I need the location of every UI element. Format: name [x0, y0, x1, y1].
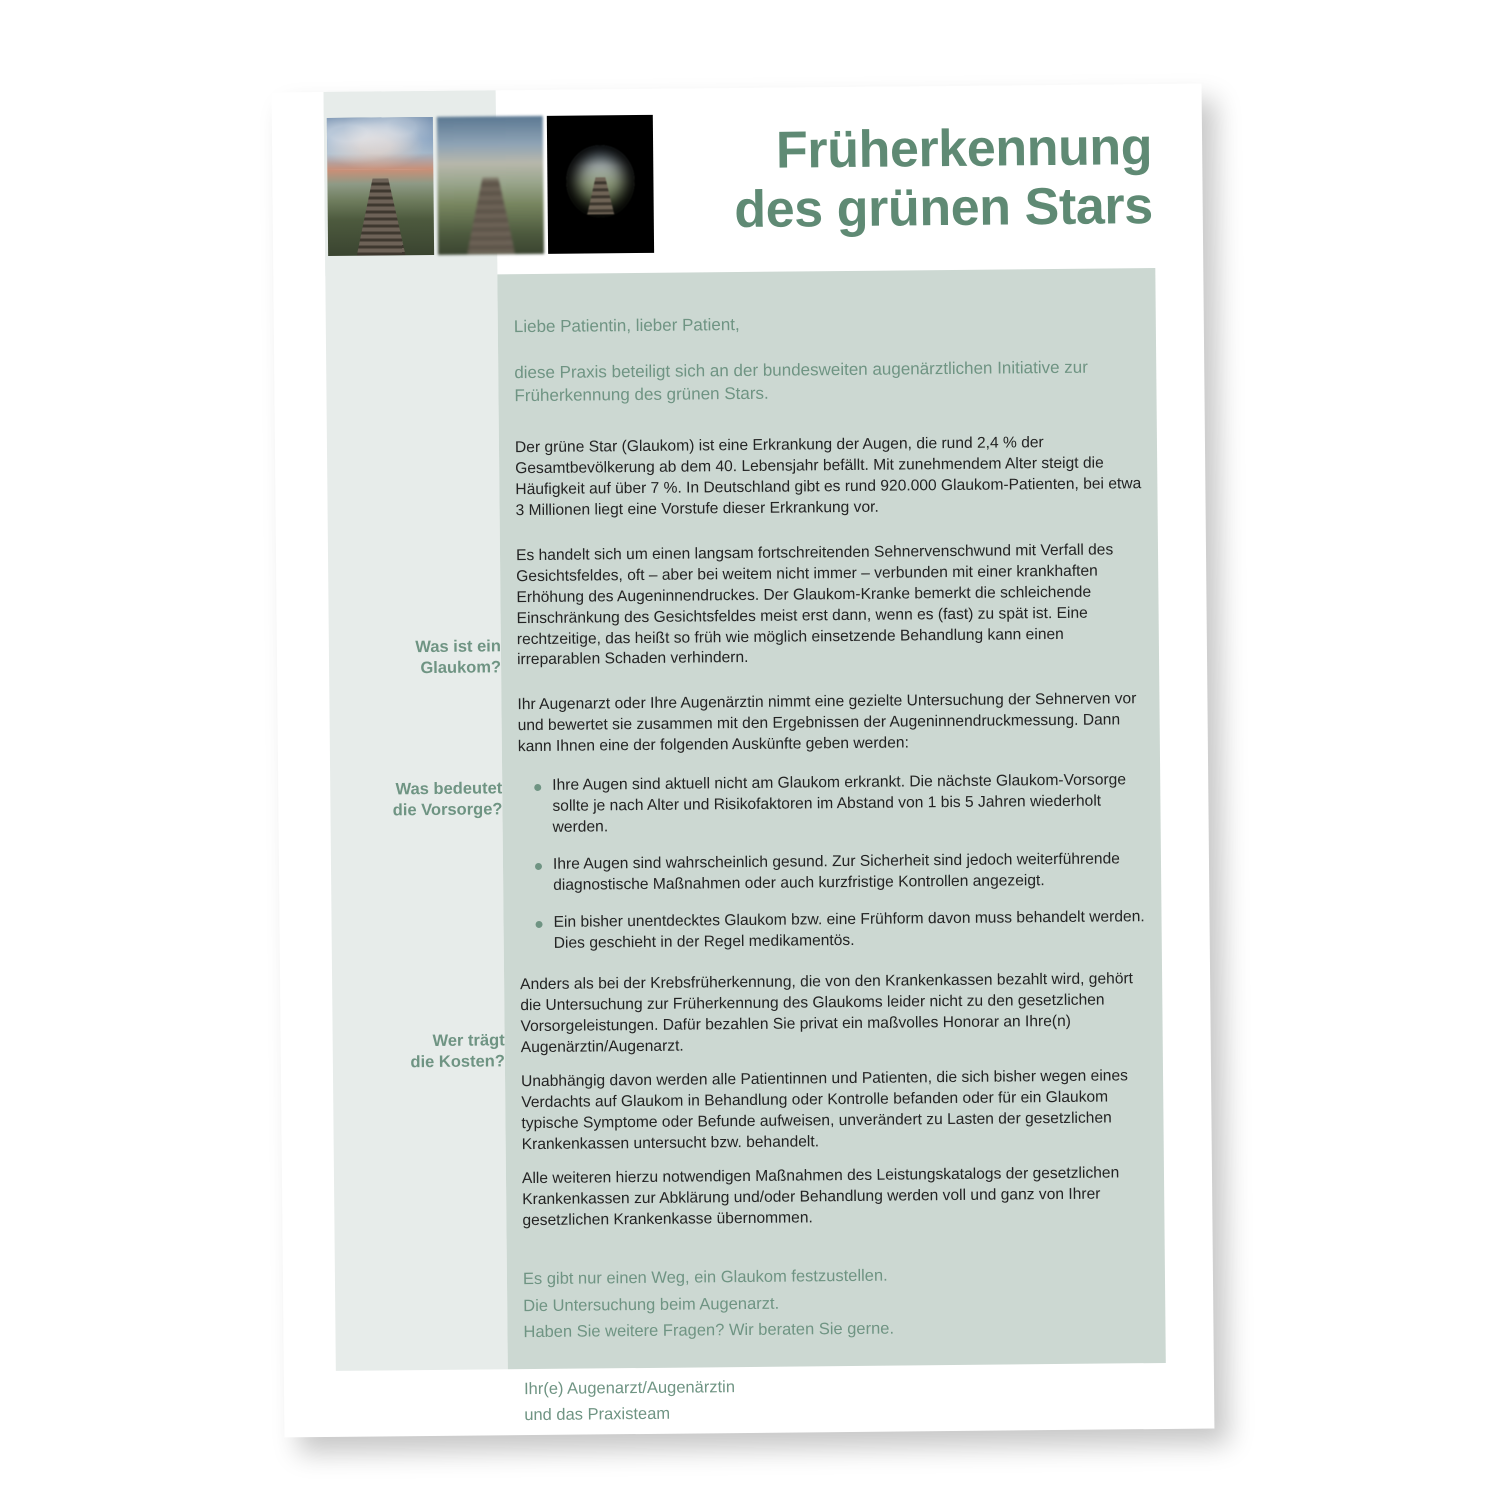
title-line-1: Früherkennung — [775, 118, 1153, 180]
list-item: Ein bisher unentdecktes Glaukom bzw. eine Frühform davon muss behandelt werden. Dies geschieht in der Regel medikamentös. — [553, 907, 1149, 955]
tunnel-vision-aperture — [566, 145, 635, 217]
section-heading-vorsorge-line2: die Vorsorge? — [392, 800, 503, 820]
greeting-text: Liebe Patientin, lieber Patient, — [513, 315, 740, 337]
title-line-2: des grünen Stars — [734, 177, 1153, 240]
closing-block — [523, 1260, 1154, 1346]
closing-line-2: Die Untersuchung beim Augenarzt. — [523, 1294, 780, 1315]
flyer-sheet — [272, 84, 1215, 1438]
section-heading-glaukom-line1: Was ist ein — [415, 637, 501, 657]
paragraph-what-is-screening: Ihr Augenarzt oder Ihre Augenärztin nimmt eine gezielte Untersuchung der Sehnerven vor und bewertet sie zusammen mit den Ergebnissen der Augeninnendruckmessung. Dann kann Ihnen eine der folgenden Auskünfte geben werden: — [517, 690, 1137, 756]
body-column — [514, 310, 1155, 1429]
paragraph-statistics: Der grüne Star (Glaukom) ist eine Erkrankung der Augen, die rund 2,4 % der Gesamtbevölkerung ab dem 40. Lebensjahr befällt. Mit zunehmendem Alter steigt die Häufigkeit auf über 7 %. In Deutschland gibt es rund 920.000 Glaukom-Patienten, bei etwa 3 Millionen liegt eine Vorstufe dieser Erkrankung vor. — [514, 433, 1142, 519]
screening-outcomes-list — [518, 770, 1150, 955]
list-item: Ihre Augen sind aktuell nicht am Glaukom erkrankt. Die nächste Glaukom-Vorsorge sollte je nach Alter und Risikofaktoren im Abstand von 1 bis 5 Jahren wiederholt werden. — [552, 770, 1149, 839]
paragraph-costs-2: Unabhängig davon werden alle Patientinnen und Patienten, die sich bisher wegen eines Verdachts auf Glaukom in Behandlung oder Kontrolle befanden oder für ein Glaukom typische Symptome oder Befunde aufweisen, unverändert zu Lasten der gesetzlichen Krankenkassen untersucht bzw. behandelt. — [520, 1067, 1128, 1154]
section-heading-vorsorge-line1: Was bedeutet — [395, 779, 503, 799]
boardwalk-photo-blurred-vision — [437, 116, 544, 255]
section-heading-kosten-line1: Wer trägt — [432, 1031, 505, 1050]
left-band — [324, 90, 508, 1371]
section-heading-vorsorge — [344, 778, 502, 822]
signoff-line-2: und das Praxisteam — [524, 1405, 671, 1425]
paragraph-costs-1: Anders als bei der Krebsfrüherkennung, die von den Krankenkassen bezahlt wird, gehört die Untersuchung zur Früherkennung des Glaukoms leider nicht zu den gesetzlichen Vorsorgeleistungen. Dafür bezahlen Sie privat ein maßvolles Honorar an Ihre(n) Augenärztin/Augenarzt. — [520, 970, 1134, 1057]
section-heading-kosten-line2: die Kosten? — [410, 1052, 505, 1072]
signoff-line-1: Ihr(e) Augenarzt/Augenärztin — [523, 1378, 736, 1399]
section-heading-glaukom — [343, 636, 501, 680]
paragraph-costs-3: Alle weiteren hierzu notwendigen Maßnahmen des Leistungskatalogs der gesetzlichen Krankenkassen zur Abklärung und/oder Behandlung werden voll und ganz von Ihrer gesetzlichen Krankenkasse übernommen. — [521, 1164, 1120, 1229]
photo-strip — [327, 115, 654, 256]
section-heading-kosten — [347, 1030, 505, 1074]
boardwalk-photo-tunnel-vision — [547, 115, 654, 254]
paragraph-what-is-glaucoma: Es handelt sich um einen langsam fortschreitenden Sehnervenschwund mit Verfall des Gesichtsfeldes, oft – aber bei weitem nicht immer – verbunden mit einer krankhaften Erhöhung des Augeninnendruckes. Der Glaukom-Kranke bemerkt die schleichende Einschränkung des Gesichtsfeldes meist erst dann, wenn es (fast) zu spät ist. Eine rechtzeitige, das heißt so früh wie möglich einsetzende Behandlung kann einen irreparablen Schaden verhindern. — [515, 541, 1114, 669]
list-item: Ihre Augen sind wahrscheinlich gesund. Zur Sicherheit sind jedoch weiterführende diagnostische Maßnahmen oder auch kurzfristige Kontrollen angezeigt. — [553, 849, 1149, 897]
closing-line-1: Es gibt nur einen Weg, ein Glaukom festzustellen. — [522, 1266, 888, 1288]
section-heading-glaukom-line2: Glaukom? — [420, 658, 502, 678]
intro-text: diese Praxis beteiligt sich an der bundesweiten augenärztlichen Initiative zur Früherkennung des grünen Stars. — [514, 357, 1088, 406]
boardwalk-photo-normal-vision — [327, 117, 434, 256]
closing-line-3: Haben Sie weitere Fragen? Wir beraten Sie gerne. — [523, 1319, 895, 1342]
page-title — [642, 118, 1153, 241]
signoff-block — [524, 1370, 1154, 1429]
